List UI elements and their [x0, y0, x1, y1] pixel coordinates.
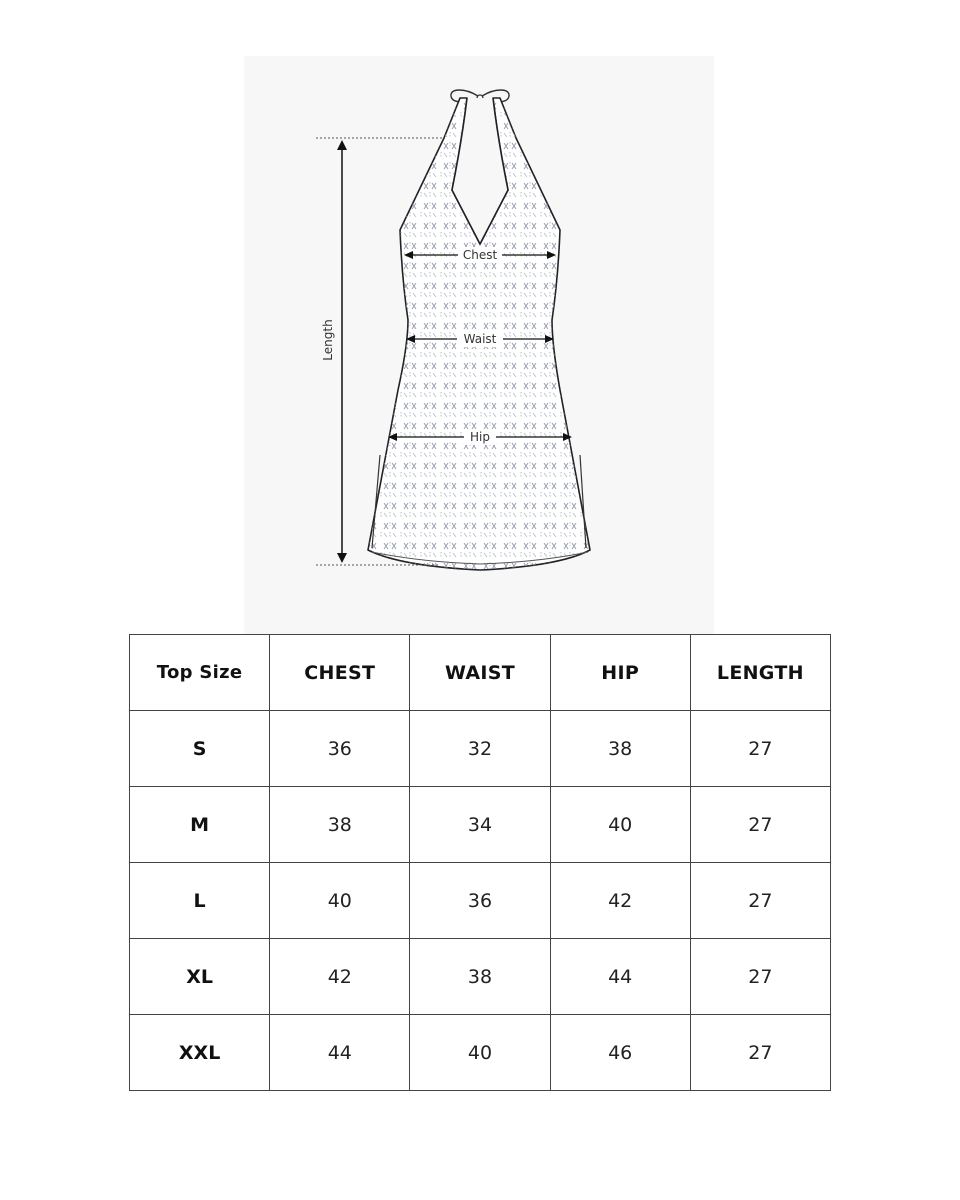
chest-cell: 36: [270, 711, 410, 787]
hip-label: Hip: [470, 430, 490, 444]
length-cell: 27: [690, 939, 830, 1015]
hip-cell: 46: [550, 1015, 690, 1091]
length-cell: 27: [690, 711, 830, 787]
header-length: LENGTH: [690, 635, 830, 711]
size-cell: XXL: [130, 1015, 270, 1091]
waist-cell: 32: [410, 711, 550, 787]
header-top-size: Top Size: [130, 635, 270, 711]
size-cell: XL: [130, 939, 270, 1015]
size-cell: M: [130, 787, 270, 863]
hip-cell: 40: [550, 787, 690, 863]
hip-cell: 42: [550, 863, 690, 939]
waist-cell: 34: [410, 787, 550, 863]
waist-label: Waist: [463, 332, 497, 346]
header-chest: CHEST: [270, 635, 410, 711]
length-label: Length: [321, 319, 335, 361]
length-cell: 27: [690, 1015, 830, 1091]
waist-cell: 38: [410, 939, 550, 1015]
size-cell: L: [130, 863, 270, 939]
chest-cell: 44: [270, 1015, 410, 1091]
waist-cell: 36: [410, 863, 550, 939]
table-row: [130, 1015, 831, 1091]
header-hip: HIP: [550, 635, 690, 711]
chest-cell: 38: [270, 787, 410, 863]
length-cell: 27: [690, 863, 830, 939]
table-header-row: [130, 635, 831, 711]
table-row: [130, 711, 831, 787]
waist-cell: 40: [410, 1015, 550, 1091]
hip-cell: 38: [550, 711, 690, 787]
length-cell: 27: [690, 787, 830, 863]
table-row: [130, 939, 831, 1015]
chest-cell: 40: [270, 863, 410, 939]
table-row: [130, 787, 831, 863]
size-cell: S: [130, 711, 270, 787]
chest-label: Chest: [462, 248, 498, 262]
dress-illustration: [244, 56, 714, 634]
dress-diagram: [244, 56, 714, 634]
header-waist: WAIST: [410, 635, 550, 711]
table-row: [130, 863, 831, 939]
chest-cell: 42: [270, 939, 410, 1015]
hip-cell: 44: [550, 939, 690, 1015]
size-chart-table: [129, 634, 831, 1091]
